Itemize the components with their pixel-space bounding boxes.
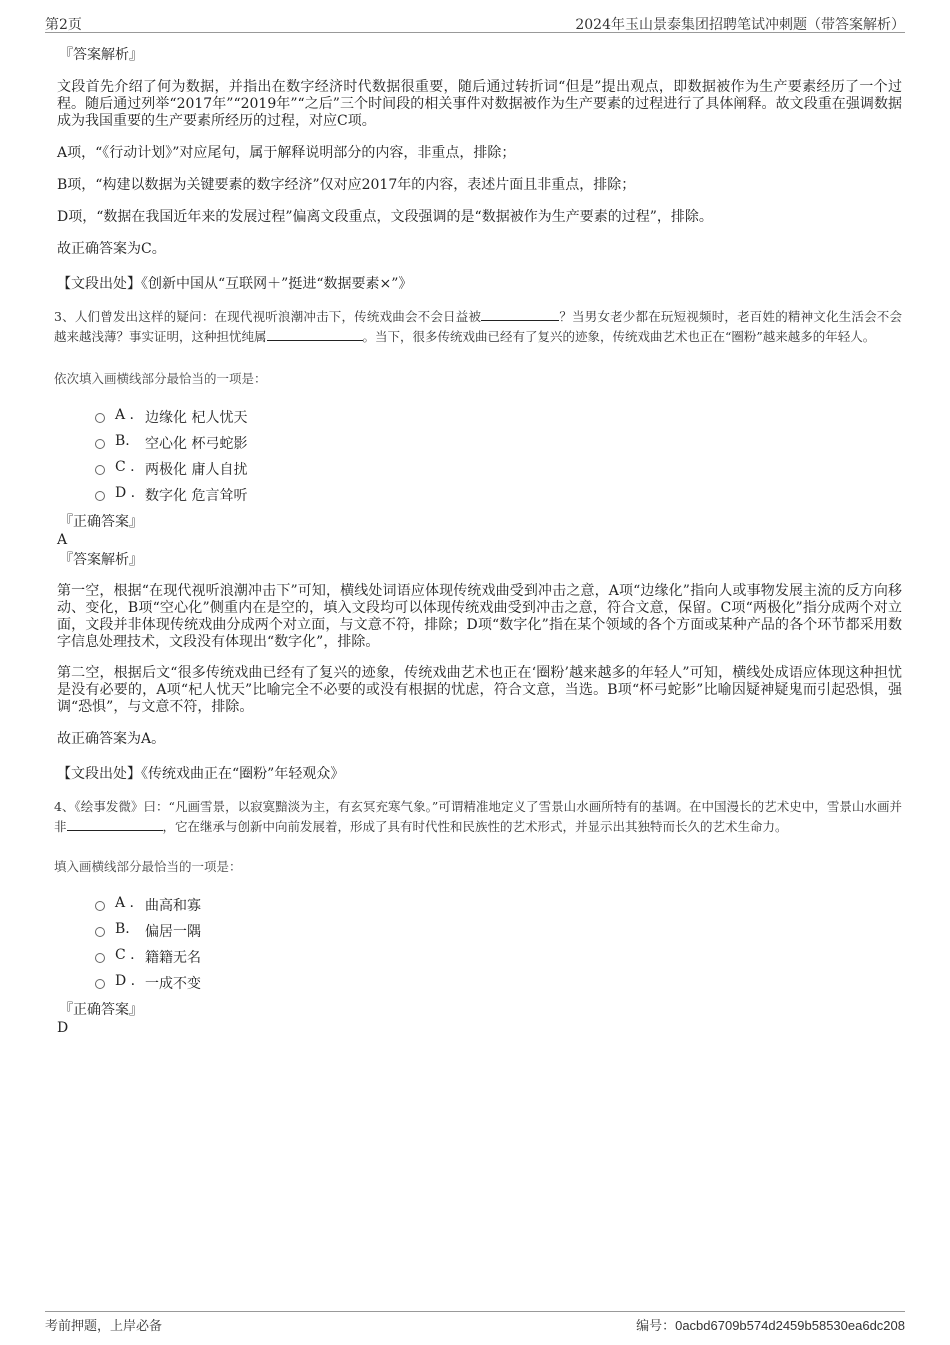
q3-option-d[interactable]: D . 数字化 危言耸听	[95, 483, 902, 509]
q3-option-c[interactable]: C . 两极化 庸人自扰	[95, 457, 902, 483]
q3-conclusion: 故正确答案为A。	[57, 731, 166, 747]
q4-answer-label: 『正确答案』	[59, 1002, 143, 1018]
q4-option-a[interactable]: A . 曲高和寡	[95, 893, 902, 919]
q4-option-c[interactable]: C . 籍籍无名	[95, 945, 902, 971]
q2-analysis-paragraph: A项，“《行动计划》”对应尾句，属于解释说明部分的内容，非重点，排除；	[57, 145, 516, 161]
q3-option-b[interactable]: B. 空心化 杯弓蛇影	[95, 431, 902, 457]
q2-conclusion: 故正确答案为C。	[57, 241, 166, 257]
q4-stem: 4、《绘事发微》曰：“凡画雪景，以寂寞黯淡为主，有玄冥充寒气象。”可谓精准地定义了雪景山水画所特有的基调。在中国漫长的艺术史中，雪景山水画并非 ，它在继承与创新中向前发展着，形成了具有时代性和民族性的艺术形式，并显示出其独特而长久的艺术生命力。	[54, 799, 902, 834]
q3-analysis-paragraph: 第二空，根据后文“很多传统戏曲已经有了复兴的迹象，传统戏曲艺术也正在‘圈粉’越来越多的年轻人”可知，横线处成语应体现这种担忧是没有必要的，A项“杞人忧天”比喻完全不必要的或没有根据的忧虑，符合文意，当选。B项“杯弓蛇影”比喻因疑神疑鬼而引起恐惧，强调“恐惧”，与文意不符，排除。	[57, 665, 902, 715]
fill-blank	[267, 328, 363, 341]
footer-slogan: 考前押题，上岸必备	[45, 1319, 163, 1334]
radio-icon[interactable]	[95, 979, 105, 989]
q3-answer-label: 『正确答案』	[59, 514, 143, 530]
source-label: 【文段出处】	[57, 766, 141, 782]
q3-source	[57, 763, 902, 783]
q2-analysis-paragraph: B项，“构建以数据为关键要素的数字经济”仅对应2017年的内容，表述片面且非重点，排除；	[57, 177, 636, 193]
q3-analysis-paragraph: 第一空，根据“在现代视听浪潮冲击下”可知，横线处词语应体现传统戏曲受到冲击之意，A项“边缘化”指向人或事物发展主流的反方向移动、变化，B项“空心化”侧重内在是空的，填入文段均可以体现传统戏曲受到冲击之意，符合文意，保留。C项“两极化”指分成两个对立面，文段并非体现传统戏曲分成两个对立面，与文意不符，排除；D项“数字化”指在某个领域的各个方面或某种产品的各个环节都采用数字信息处理技术，文段没有体现出“数字化”，排除。	[57, 583, 902, 650]
document-title: 2024年玉山景泰集团招聘笔试冲刺题（带答案解析）	[575, 17, 905, 33]
q4-option-b[interactable]: B. 偏居一隅	[95, 919, 902, 945]
fill-blank	[67, 818, 163, 831]
q4-options	[95, 893, 902, 997]
q4-option-d[interactable]: D . 一成不变	[95, 971, 902, 997]
radio-icon[interactable]	[95, 439, 105, 449]
q3-options	[95, 405, 902, 509]
q3-stem: 3、人们曾发出这样的疑问：在现代视听浪潮冲击下，传统戏曲会不会日益被 ？当男女老少都在玩短视频时，老百姓的精神文化生活会不会越来越浅薄？事实证明，这种担忧纯属 。当下，很多传统戏曲已经有了复兴的迹象，传统戏曲艺术也正在“圈粉”越来越多的年轻人。	[54, 309, 902, 344]
q4-prompt: 填入画横线部分最恰当的一项是：	[54, 859, 242, 874]
q2-analysis-paragraph: 文段首先介绍了何为数据，并指出在数字经济时代数据很重要，随后通过转折词“但是”提出观点，即数据被作为生产要素经历了一个过程。随后通过列举“2017年”“2019年”“之后”三个时间段的相关事件对数据被作为生产要素的过程进行了具体阐释。故文段重在强调数据成为我国重要的生产要素所经历的过程，对应C项。	[57, 79, 902, 129]
q3-answer: A	[57, 532, 68, 548]
radio-icon[interactable]	[95, 927, 105, 937]
page-number: 第2页	[45, 17, 82, 33]
footer-serial: 编号：0acbd6709b574d2459b58530ea6dc208	[636, 1318, 905, 1334]
radio-icon[interactable]	[95, 901, 105, 911]
page-header	[45, 12, 905, 33]
q2-analysis-label: 『答案解析』	[59, 47, 143, 63]
radio-icon[interactable]	[95, 413, 105, 423]
fill-blank	[481, 308, 559, 321]
radio-icon[interactable]	[95, 465, 105, 475]
source-title: 《创新中国从“互联网＋”挺进“数据要素×”》	[141, 276, 413, 292]
q2-source	[57, 273, 902, 293]
radio-icon[interactable]	[95, 953, 105, 963]
q4-answer: D	[57, 1020, 69, 1036]
source-title: 《传统戏曲正在“圈粉”年轻观众》	[141, 766, 345, 782]
page-content	[54, 46, 902, 1037]
page-footer	[45, 1311, 905, 1334]
q2-analysis-paragraph: D项，“数据在我国近年来的发展过程”偏离文段重点，文段强调的是“数据被作为生产要素的过程”，排除。	[57, 209, 713, 225]
q3-analysis-label: 『答案解析』	[59, 552, 143, 568]
radio-icon[interactable]	[95, 491, 105, 501]
q3-prompt: 依次填入画横线部分最恰当的一项是：	[54, 371, 267, 386]
q3-option-a[interactable]: A . 边缘化 杞人忧天	[95, 405, 902, 431]
source-label: 【文段出处】	[57, 276, 141, 292]
